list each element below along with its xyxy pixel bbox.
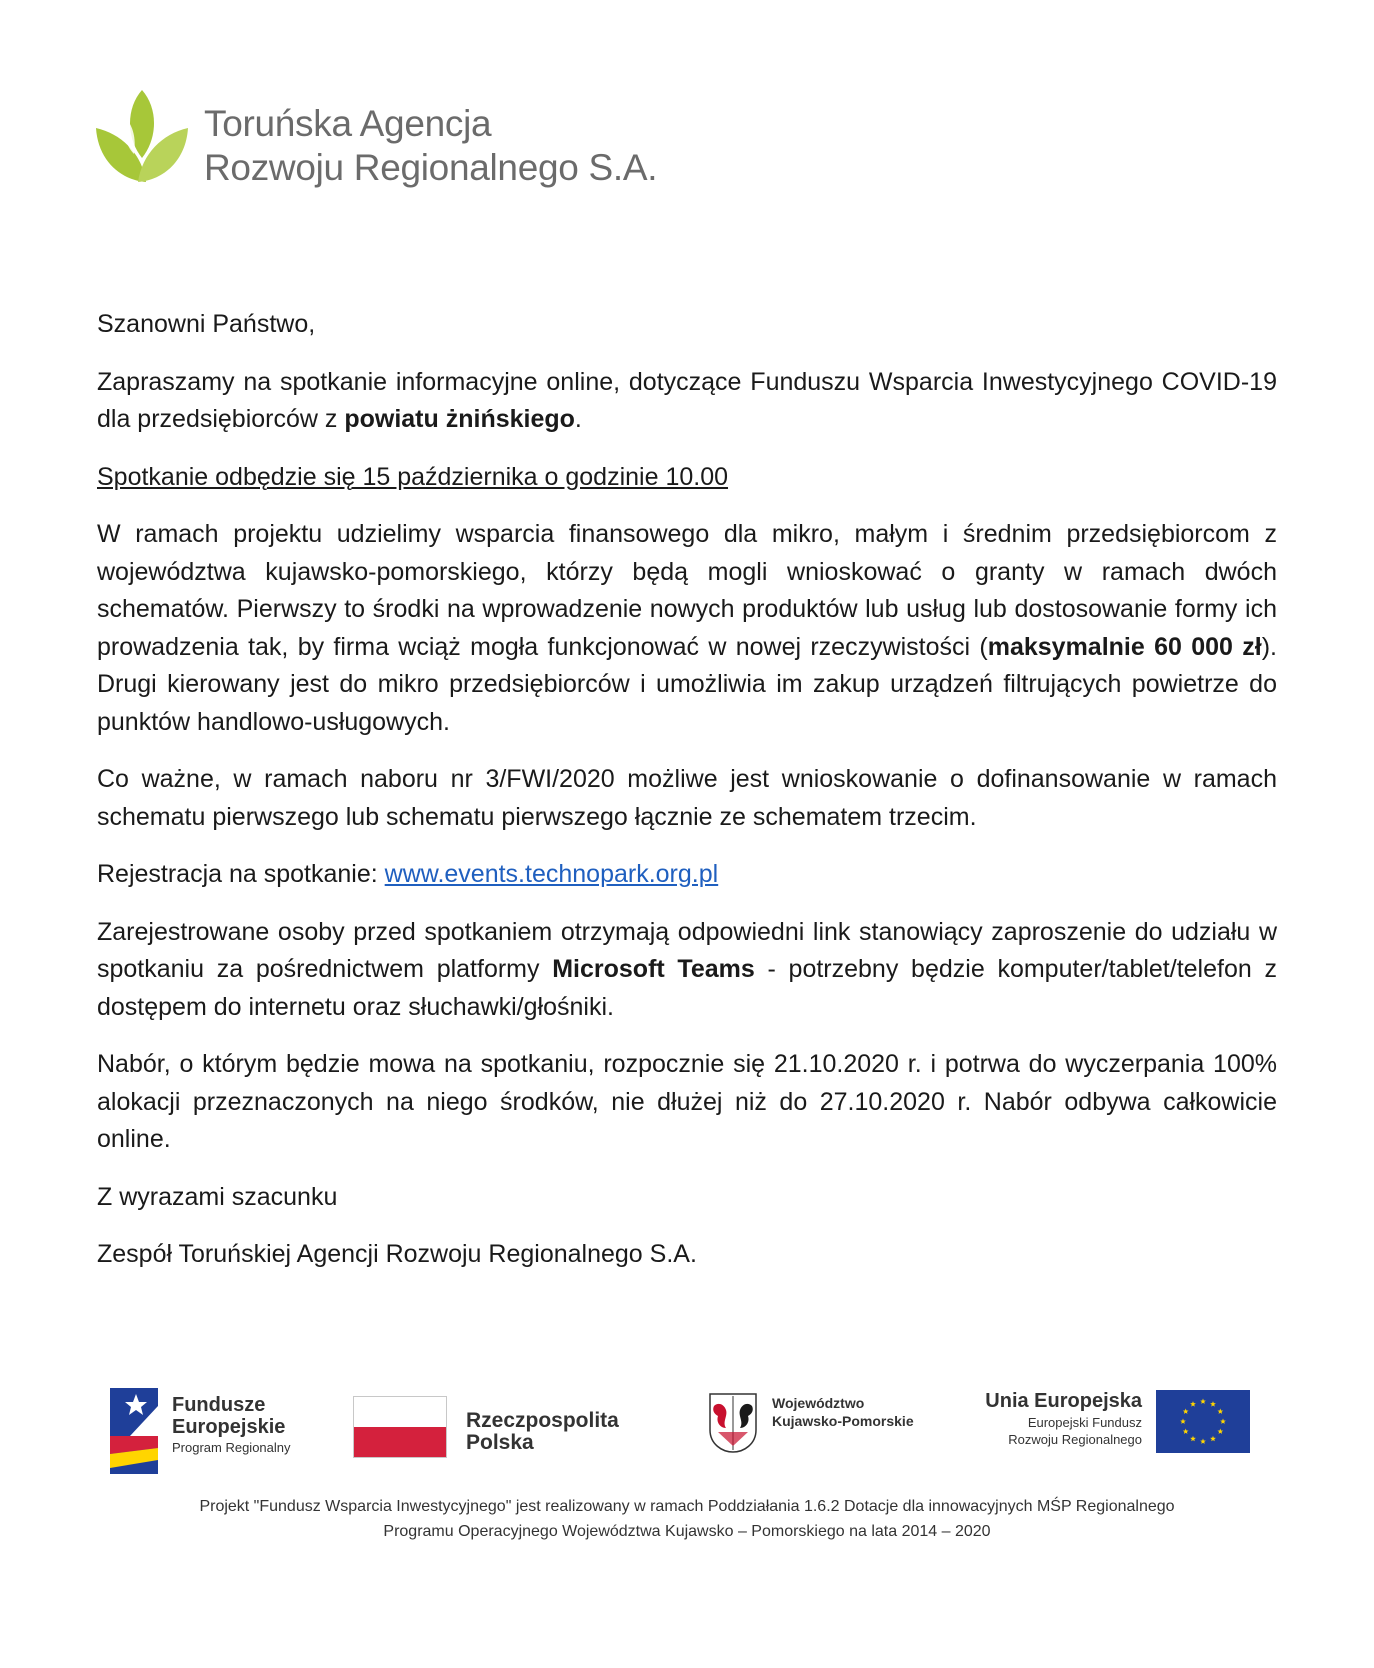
teams-end: - potrzebny będzie komputer/tablet/telefon z dostępem do internetu oraz słuchawki/głośniki. [97, 955, 1277, 1021]
schedule-paragraph: Nabór, o którym będzie mowa na spotkaniu, rozpocznie się 21.10.2020 r. i potrwa do wyczerpania 100% alokacji przeznaczonych na niego środków, nie dłużej niż do 27.10.2020 r. Nabór odbywa całkowicie online. [97, 1050, 1277, 1153]
eu-sub1: Europejski Fundusz [1027, 1415, 1142, 1430]
kujawsko-pomorskie-crest-icon [708, 1392, 758, 1454]
registration-label: Rejestracja na spotkanie: [97, 860, 385, 888]
support-text: W ramach projektu udzielimy wsparcia finansowego dla mikro, małym i średnim przedsiębiorcom z województwa kujawsko-pomorskiego, którzy będą mogli wnioskować o granty w ramach dwóch schematów. Pierwszy to środki na wprowadzenie nowych produktów lub usług lub dostosowanie formy ich prowadzenia tak, by firma wciąż mogła funkcjonować w nowej rzeczywistości ( [97, 520, 1277, 661]
district-name: powiatu żnińskiego [344, 405, 575, 433]
org-name-line2: Rozwoju Regionalnego S.A. [204, 147, 658, 188]
footnote-line2: Programu Operacyjnego Województwa Kujawsko – Pomorskiego na lata 2014 – 2020 [383, 1523, 991, 1540]
project-footnote [60, 1494, 1314, 1544]
intro-paragraph [97, 364, 1277, 439]
kp-logo [708, 1388, 928, 1474]
polish-flag-icon [353, 1396, 447, 1458]
max-amount: maksymalnie 60 000 zł [987, 632, 1262, 661]
pl-line1: Rzeczpospolita [466, 1409, 619, 1432]
tarr-logo [96, 88, 658, 192]
fundusze-europejskie-flag-icon [110, 1388, 158, 1474]
org-name-line1: Toruńska Agencja [204, 103, 492, 144]
fe-sub: Program Regionalny [172, 1440, 291, 1455]
support-end: ). Drugi kierowany jest do mikro przedsiębiorców i umożliwia im zakup urządzeń filtrujących powietrze do punktów handlowo-usługowych. [97, 632, 1277, 736]
registration-link[interactable]: www.events.technopark.org.pl [384, 860, 719, 888]
eu-logo [978, 1388, 1258, 1474]
eu-sub2: Rozwoju Regionalnego [1008, 1432, 1142, 1447]
letter-body [97, 306, 1277, 1294]
fe-logo [110, 1388, 310, 1474]
salutation: Szanowni Państwo, [97, 310, 316, 338]
eu-flag-icon [1156, 1390, 1250, 1453]
pl-line2: Polska [466, 1431, 534, 1454]
meeting-date: Spotkanie odbędzie się 15 października o godzinie 10.00 [97, 462, 729, 491]
intro-text: Zapraszamy na spotkanie informacyjne online, dotyczące Funduszu Wsparcia Inwestycyjnego COVID-19 dla przedsiębiorców z [97, 367, 1277, 433]
eu-title: Unia Europejska [985, 1390, 1142, 1412]
leaf-logo-icon [96, 88, 188, 188]
kp-line2: Kujawsko-Pomorskie [772, 1413, 914, 1429]
fe-line2: Europejskie [172, 1416, 286, 1438]
pl-logo [353, 1388, 633, 1474]
support-paragraph [97, 516, 1277, 741]
teams-paragraph [97, 914, 1277, 1027]
signature: Zespół Toruńskiej Agencji Rozwoju Regionalnego S.A. [97, 1240, 697, 1268]
meeting-date-paragraph [97, 459, 1277, 497]
teams-text: Zarejestrowane osoby przed spotkaniem otrzymają odpowiedni link stanowiący zaproszenie do udziału w spotkaniu za pośrednictwem platformy [97, 917, 1277, 983]
fe-line1: Fundusze [172, 1394, 266, 1416]
footer-logos [110, 1388, 1260, 1478]
closing: Z wyrazami szacunku [97, 1182, 338, 1211]
intro-end: . [574, 405, 582, 433]
platform-name: Microsoft Teams [552, 955, 755, 983]
registration-paragraph [97, 856, 1277, 894]
footnote-line1: Projekt "Fundusz Wsparcia Inwestycyjnego" jest realizowany w ramach Poddziałania 1.6.2 Dotacje dla innowacyjnych MŚP Regionalnego [199, 1498, 1175, 1515]
kp-line1: Województwo [772, 1395, 865, 1411]
recruitment-paragraph: Co ważne, w ramach naboru nr 3/FWI/2020 możliwe jest wnioskowanie o dofinansowanie w ramach schematu pierwszego lub schematu pierwszego łącznie ze schematem trzecim. [97, 765, 1277, 831]
